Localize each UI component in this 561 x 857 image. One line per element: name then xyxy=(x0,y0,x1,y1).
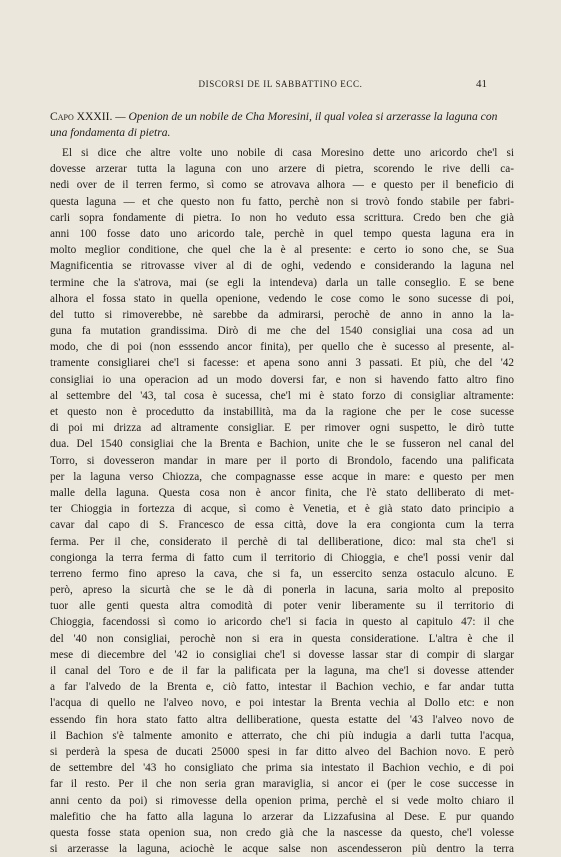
text-line: al settembre del '43, tal cosa è sucessa, che'l mi è stato forzo di consigliar altramente: xyxy=(50,389,514,402)
text-line: malle della laguna. Questa cosa non è ancor finita, che l'è stato delliberato di met- xyxy=(50,486,514,499)
text-line: tramente consigliarei che'l si facesse: et apena sono anni 3 passati. Et più, che del '42 xyxy=(50,357,514,370)
text-line: anni cento da poi) si rimovesse della openion prima, perchè el si vede molto chiaro il xyxy=(50,794,514,807)
text-line: alhora el fossa stato in quella openione, vedendo le cose como le sono sucesse di poi, xyxy=(50,292,514,305)
running-title: DISCORSI DE IL SABBATTINO ECC. xyxy=(198,79,363,89)
text-line: però, apreso la sicurtà che se le dà di ponerla in lacuna, saria molto al preposito xyxy=(50,584,514,597)
text-line: El si dice che altre volte uno nobile di casa Moresino dette uno aricordo che'l si xyxy=(62,147,514,159)
text-line: Magnificentia se ritrovasse viver al di de oghi, vedendo e considerando la laguna nel xyxy=(50,260,514,273)
text-line: di poi mi drizza ad altramente consigliar. E per rimover ogni suspetto, le dirò tutte xyxy=(50,422,514,435)
text-line: a far l'alvedo de la Brenta e, ciò fatto, intestar il Bachion vechio, e far andar tutta xyxy=(50,681,514,694)
text-line: anni 100 fosse dato uno aricordo tale, perchè in quel tempo questa laguna era in xyxy=(50,227,514,240)
text-line: si perderà la spesa de ducati 25000 spesi in far ditto alveo del Bachion novo. E però xyxy=(50,745,514,758)
running-head xyxy=(0,79,561,95)
text-line: far il resto. Per il che non seria gran maraviglia, si ancor ei (per le cose successe in xyxy=(50,778,514,791)
text-line: del tutto si rimoverebbe, nè sarebbe da admirarsi, perochè de anno in anno la la- xyxy=(50,308,514,321)
text-line: consigliai io una operacion ad un modo doversi far, e non si havendo fatto altro fino xyxy=(50,373,514,386)
text-line: questa fosse stata openion sua, non credo già che la nascesse da questo, che'l volesse xyxy=(50,826,514,839)
text-line: nedi over de il terren fermo, sì como se atrovava alhora — e questo per il beneficio di xyxy=(50,179,514,192)
text-line: et questo non è procedutto da instabillità, ma da la ragione che per le cose sucesse xyxy=(50,406,514,418)
text-line: malefitio che ha fatto alla laguna lo arzerar da Lizzafusina al Dese. E pur quando xyxy=(50,810,514,823)
text-line: modo, che di poi (non esssendo ancor finita), per quello che è sucesso al presente, al- xyxy=(50,341,514,354)
text-line: cavar dal capo di S. Francesco de essa città, dove la era congionta cum la terra xyxy=(50,519,514,532)
text-line: del '40 non consigliai, perochè non si era in questa consideratione. L'altra è che il xyxy=(50,632,514,645)
text-line: terreno fermo fino apreso la cava, che si fa, un essercito senza ostaculo alcuno. E xyxy=(50,567,514,580)
chapter-label: Capo XXXII. xyxy=(50,110,113,123)
text-line: carli sopra fondamente di pietra. Io non ho veduto essa scrittura. Credo ben che già xyxy=(50,211,514,224)
text-line: il Bachion s'è talmente amonito e atterrato, che chi più indugia a darli tutta l'acqua, xyxy=(50,729,514,742)
page-number: 41 xyxy=(476,78,487,90)
text-line: dua. Del 1540 consigliai che la Brenta e Bachion, unite che le se fusseron nel canal del xyxy=(50,438,514,451)
body-text xyxy=(50,145,514,857)
text-line: dovesse arzerar tutta la laguna con uno arzere di pietra, scorendo le rive delli ca- xyxy=(50,163,514,176)
text-line: l'acqua di quello ne l'alveo novo, e poi intestar la Brenta vechia al Dollo etc: e non xyxy=(50,697,514,710)
text-line: ter Chioggia in fortezza di acque, sì como è Venetia, et è già stato dato principio a xyxy=(50,503,514,516)
text-line: Chioggia, facendossi sì como io aricordo che'l si facia in questo al capitulo 47: il che xyxy=(50,616,514,629)
text-line: tuor alle genti questa altra comodità di poter venir liberamente su il territorio di xyxy=(50,600,514,613)
chapter-heading xyxy=(50,109,514,141)
text-line: per la laguna verso Chiozza, che compagnasse esse acque in mare: e questo per men xyxy=(50,470,514,483)
text-line: molto meglior conditione, che quel che la è al presente: e certo io sono che, se Sua xyxy=(50,244,514,257)
text-line: termine che la s'atrova, mai (se egli la intendeva) darla un talle conseglio. E se bene xyxy=(50,276,514,289)
chapter-title: — Openion de un nobile de Cha Moresini, il qual volea si arzerasse la laguna con una fondamenta di pietra. xyxy=(50,110,498,139)
text-line: il canal del Toro e de il far la palificata per la laguna, ma che'l si dovesse attender xyxy=(50,665,514,677)
text-line: guna fa mutation grandissima. Dirò di me che del 1540 consigliai una cosa ad un xyxy=(50,325,514,338)
text-line: mese di diecembre del '42 io consigliai che'l si dovesse lassar star di compir di slargar xyxy=(50,648,514,661)
text-line: questa laguna — et che questo non fu fatto, perchè non si trovò fondo stabile per fabri- xyxy=(50,195,514,208)
text-line: si arzerasse la laguna, aciochè le acque salse non ascendesseron più dentro la terra xyxy=(50,843,514,856)
text-line: essendo fin hora stato fatto altra delliberatione, questa estatte del '43 l'alveo novo de xyxy=(50,713,514,726)
text-line: ferma. Per il che, considerato il perchè di tal delliberatione, dico: mal sta che'l si xyxy=(50,535,514,548)
text-line: congionga la terra ferma di fatto cum il territorio di Chioggia, e che'l possi venir dal xyxy=(50,551,514,564)
text-line: de settembre del '43 ho consigliato che prima sia intestato il Bachion vechio, e di poi xyxy=(50,762,514,775)
text-line: Torro, si dovesseron mandar in mare per il porto di Brondolo, facendo una palificata xyxy=(50,454,514,467)
